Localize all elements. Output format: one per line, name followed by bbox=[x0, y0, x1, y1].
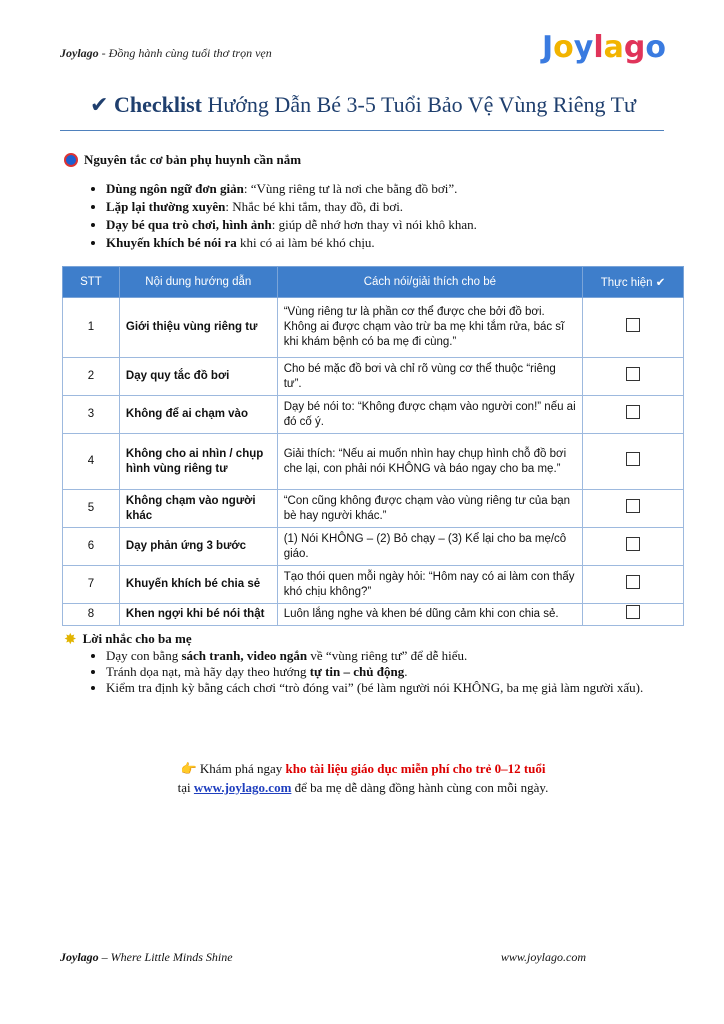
header-explain: Cách nói/giải thích cho bé bbox=[277, 267, 582, 298]
call-to-action bbox=[60, 760, 666, 797]
row-stt: 2 bbox=[63, 358, 120, 396]
logo-letter: g bbox=[623, 30, 646, 65]
logo-letter: l bbox=[593, 30, 604, 65]
checkbox[interactable] bbox=[626, 452, 640, 466]
list-item bbox=[106, 216, 666, 234]
row-stt: 4 bbox=[63, 434, 120, 490]
title-rest: Hướng Dẫn Bé 3-5 Tuổi Bảo Vệ Vùng Riêng Tư bbox=[201, 92, 636, 117]
item-bold: Khuyến khích bé nói ra bbox=[106, 235, 237, 250]
reminders-list bbox=[88, 648, 676, 696]
item-bold: tự tin – chủ động bbox=[309, 664, 405, 679]
logo-letter: J bbox=[541, 30, 554, 65]
pointing-hand-icon: 👉 bbox=[180, 762, 197, 777]
item-bold: sách tranh, video ngắn bbox=[181, 648, 308, 663]
checkbox[interactable] bbox=[626, 318, 640, 332]
item-bold: Lặp lại thường xuyên bbox=[106, 199, 226, 214]
check-icon: ✔ bbox=[90, 93, 109, 118]
row-done bbox=[583, 490, 684, 528]
row-explain: Luôn lắng nghe và khen bé dũng cảm khi con chia sẻ. bbox=[277, 604, 582, 626]
title-divider bbox=[60, 130, 664, 131]
header-topic: Nội dung hướng dẫn bbox=[119, 267, 277, 298]
row-explain: Giải thích: “Nếu ai muốn nhìn hay chụp hình chỗ đồ bơi che lại, con phải nói KHÔNG và báo ngay cho ba mẹ.” bbox=[277, 434, 582, 490]
row-topic: Khuyến khích bé chia sẻ bbox=[119, 566, 277, 604]
list-item bbox=[106, 180, 666, 198]
row-stt: 7 bbox=[63, 566, 120, 604]
table-row bbox=[63, 358, 684, 396]
row-topic: Khen ngợi khi bé nói thật bbox=[119, 604, 277, 626]
item-bold: Dùng ngôn ngữ đơn giản bbox=[106, 181, 244, 196]
list-item bbox=[106, 664, 676, 680]
star-icon: ✸ bbox=[64, 630, 77, 648]
cta-text: để ba mẹ dễ dàng đồng hành cùng con mỗi ngày. bbox=[291, 780, 549, 795]
header-tagline-text: - Đồng hành cùng tuổi thơ trọn vẹn bbox=[98, 46, 272, 60]
logo-letter: a bbox=[603, 30, 624, 65]
header-brand: Joylago bbox=[60, 46, 99, 60]
reminders-heading-text: Lời nhắc cho ba mẹ bbox=[82, 631, 192, 646]
table-row bbox=[63, 298, 684, 358]
cta-highlight: kho tài liệu giáo dục miễn phí cho trẻ 0–12 tuổi bbox=[285, 761, 546, 776]
list-item bbox=[106, 234, 666, 252]
principles-heading bbox=[64, 152, 301, 168]
list-item bbox=[106, 680, 676, 696]
item-text: khi có ai làm bé khó chịu. bbox=[236, 235, 375, 250]
header-done: Thực hiện ✔ bbox=[583, 267, 684, 298]
checkbox[interactable] bbox=[626, 605, 640, 619]
logo-letter: y bbox=[573, 30, 594, 65]
table-row bbox=[63, 604, 684, 626]
page-footer bbox=[60, 950, 586, 965]
checkbox[interactable] bbox=[626, 367, 640, 381]
row-stt: 8 bbox=[63, 604, 120, 626]
cta-line-2 bbox=[60, 779, 666, 797]
item-text: Tránh dọa nạt, mà hãy dạy theo hướng bbox=[106, 664, 310, 679]
table-row bbox=[63, 528, 684, 566]
row-topic: Dạy phản ứng 3 bước bbox=[119, 528, 277, 566]
table-row bbox=[63, 434, 684, 490]
cta-line-1 bbox=[60, 760, 666, 779]
checkbox[interactable] bbox=[626, 405, 640, 419]
header-stt: STT bbox=[63, 267, 120, 298]
row-done bbox=[583, 358, 684, 396]
row-explain: “Vùng riêng tư là phần cơ thể được che bởi đồ bơi. Không ai được chạm vào trừ ba mẹ khi tắm rửa, bác sĩ khi khám bệnh có ba mẹ đi cùng.” bbox=[277, 298, 582, 358]
page-header bbox=[60, 30, 666, 66]
table-row bbox=[63, 396, 684, 434]
footer-brand: Joylago bbox=[60, 950, 99, 964]
table-header-row bbox=[63, 267, 684, 298]
row-explain: Dạy bé nói to: “Không được chạm vào người con!” nếu ai đó cố ý. bbox=[277, 396, 582, 434]
checkbox[interactable] bbox=[626, 499, 640, 513]
table-row bbox=[63, 490, 684, 528]
principles-list bbox=[88, 180, 666, 252]
row-topic: Không chạm vào người khác bbox=[119, 490, 277, 528]
table-row bbox=[63, 566, 684, 604]
joylago-logo bbox=[542, 30, 666, 65]
reminders-heading bbox=[64, 631, 192, 647]
footer-url: www.joylago.com bbox=[500, 950, 586, 964]
item-text: . bbox=[404, 664, 408, 679]
item-text: : “Vùng riêng tư là nơi che bằng đồ bơi”. bbox=[243, 181, 458, 196]
row-stt: 1 bbox=[63, 298, 120, 358]
cta-text: tại bbox=[177, 780, 194, 795]
item-text: : Nhắc bé khi tắm, thay đồ, đi bơi. bbox=[225, 199, 404, 214]
row-explain: (1) Nói KHÔNG – (2) Bỏ chạy – (3) Kể lại cho ba mẹ/cô giáo. bbox=[277, 528, 582, 566]
item-text: : giúp dễ nhớ hơn thay vì nói khô khan. bbox=[271, 217, 477, 232]
row-explain: “Con cũng không được chạm vào vùng riêng tư của bạn bè hay người khác.” bbox=[277, 490, 582, 528]
item-bold: Dạy bé qua trò chơi, hình ảnh bbox=[106, 217, 272, 232]
row-explain: Tạo thói quen mỗi ngày hỏi: “Hôm nay có ai làm con thấy khó chịu không?” bbox=[277, 566, 582, 604]
item-text: Kiểm tra định kỳ bằng cách chơi “trò đóng vai” (bé làm người nói KHÔNG, ba mẹ giả làm người xấu). bbox=[106, 680, 644, 695]
footer-tagline: – Where Little Minds Shine bbox=[98, 950, 233, 964]
row-done bbox=[583, 298, 684, 358]
checkbox[interactable] bbox=[626, 537, 640, 551]
page-title bbox=[60, 92, 666, 118]
row-done bbox=[583, 396, 684, 434]
list-item bbox=[106, 648, 676, 664]
row-stt: 6 bbox=[63, 528, 120, 566]
row-topic: Không để ai chạm vào bbox=[119, 396, 277, 434]
logo-letter: o bbox=[645, 30, 666, 65]
row-explain: Cho bé mặc đồ bơi và chỉ rõ vùng cơ thể thuộc “riêng tư”. bbox=[277, 358, 582, 396]
logo-letter: o bbox=[553, 30, 574, 65]
row-done bbox=[583, 604, 684, 626]
title-bold: Checklist bbox=[113, 92, 202, 117]
row-stt: 5 bbox=[63, 490, 120, 528]
row-stt: 3 bbox=[63, 396, 120, 434]
principles-heading-text: Nguyên tắc cơ bản phụ huynh cần nắm bbox=[84, 152, 302, 167]
row-done bbox=[583, 566, 684, 604]
row-done bbox=[583, 528, 684, 566]
row-topic: Không cho ai nhìn / chụp hình vùng riêng tư bbox=[119, 434, 277, 490]
row-done bbox=[583, 434, 684, 490]
checklist-table bbox=[62, 266, 684, 626]
item-text: Dạy con bằng bbox=[106, 648, 182, 663]
cta-text: Khám phá ngay bbox=[196, 761, 286, 776]
checkbox[interactable] bbox=[626, 575, 640, 589]
item-text: về “vùng riêng tư” để dễ hiểu. bbox=[307, 648, 468, 663]
list-item bbox=[106, 198, 666, 216]
row-topic: Giới thiệu vùng riêng tư bbox=[119, 298, 277, 358]
target-icon bbox=[64, 153, 78, 167]
row-topic: Dạy quy tắc đồ bơi bbox=[119, 358, 277, 396]
website-link[interactable]: www.joylago.com bbox=[193, 780, 292, 795]
header-tagline bbox=[60, 46, 272, 60]
